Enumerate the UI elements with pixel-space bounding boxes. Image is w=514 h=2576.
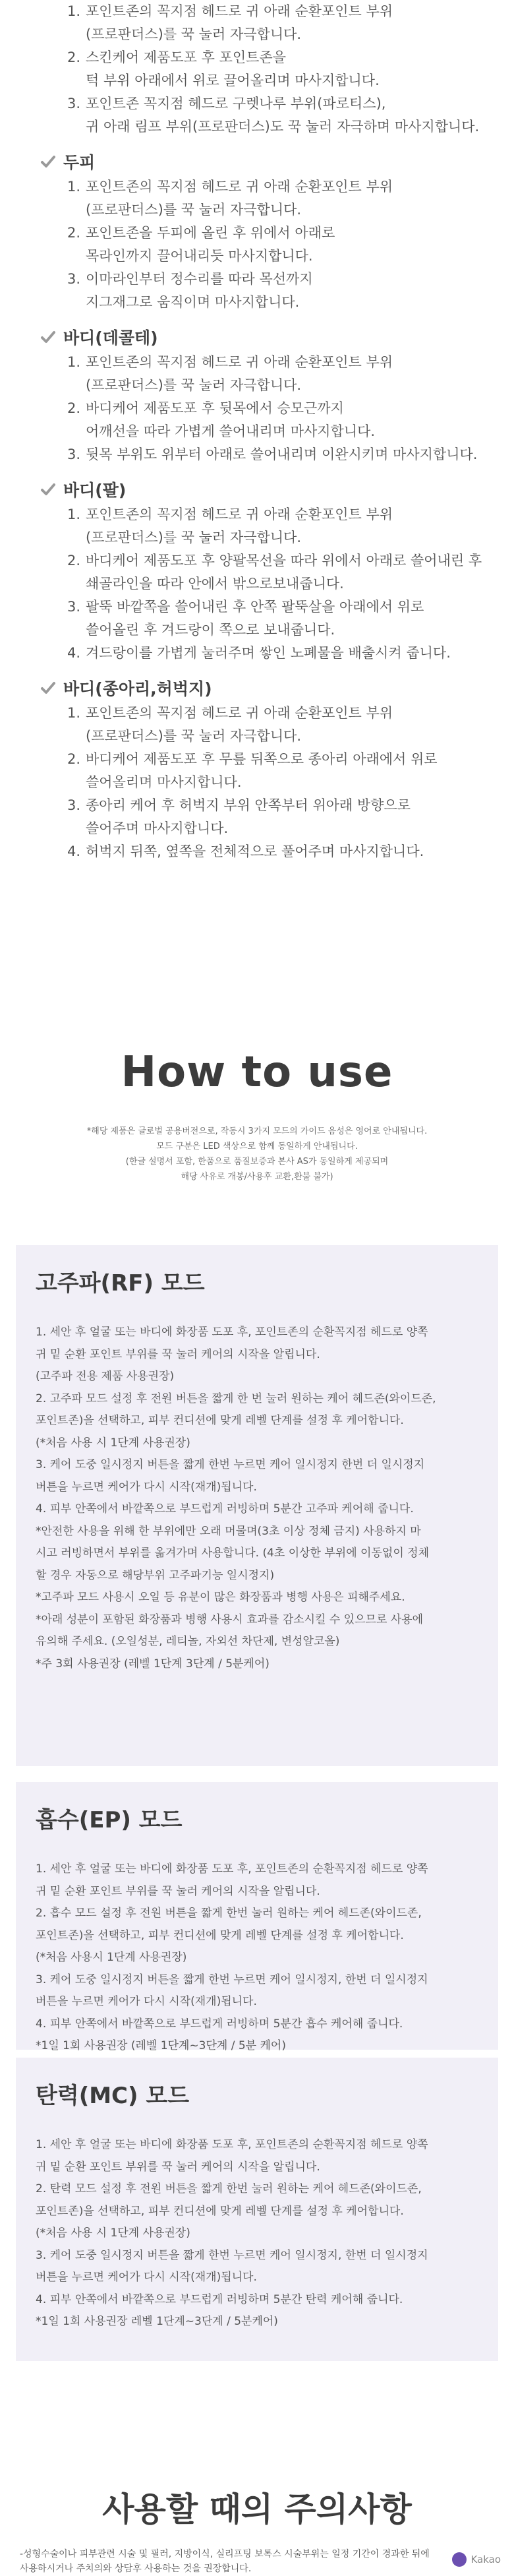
mode-line: 귀 밑 순환 포인트 부위를 꾹 눌러 케어의 시작을 알립니다. [36,1344,478,1366]
guide-step: 1. 포인트존의 꼭지점 헤드로 귀 아래 순환포인트 부위 (프로판더스)를 꾹 눌러 자극합니다. [67,0,514,46]
guide-step: 1. 포인트존의 꼭지점 헤드로 귀 아래 순환포인트 부위 (프로판더스)를 꾹 눌러 자극합니다. [67,702,514,748]
mode-line: *1일 1회 사용권장 레벨 1단계~3단계 / 5분케어) [36,2311,478,2333]
usage-notes [0,1124,514,1184]
mode-title: 탄력(MC) 모드 [36,2083,478,2109]
mode-box-mc [16,2058,498,2361]
mode-line: 1. 세안 후 얼굴 또는 바디에 화장품 도포 후, 포인트존의 순환꼭지점 헤드로 양쪽 [36,1858,478,1881]
mode-line: 할 경우 자동으로 해당부위 고주파기능 일시정지) [36,1565,478,1587]
watermark-logo-icon [452,2552,467,2567]
mode-line: 2. 고주파 모드 설정 후 전원 버튼을 짧게 한 번 눌러 원하는 케어 헤드존(와이드존, [36,1388,478,1411]
guide-step: 2. 스킨케어 제품도포 후 포인트존을 턱 부위 아래에서 위로 끌어올리며 마사지합니다. [67,46,514,92]
guide-step: 3. 뒷목 부위도 위부터 아래로 쓸어내리며 이완시키며 마사지합니다. [67,443,514,466]
caution-header [0,2490,514,2529]
guide-step: 3. 종아리 케어 후 허벅지 부위 안쪽부터 위아래 방향으로 쓸어주며 마사지합니다. [67,794,514,840]
check-icon [40,328,57,346]
section-title: 바디(종아리,허벅지) [63,676,212,700]
guide-section-arm [40,475,514,665]
guide-step: 1. 포인트존의 꼭지점 헤드로 귀 아래 순환포인트 부위 (프로판더스)를 꾹 눌러 자극합니다. [67,351,514,397]
caution-title: 사용할 때의 주의사항 [0,2490,514,2529]
guide-step: 2. 포인트존을 두피에 올린 후 위에서 아래로 목라인까지 끌어내리듯 마사지합니다. [67,222,514,268]
mode-box-ep [16,1782,498,2050]
mode-line: 1. 세안 후 얼굴 또는 바디에 화장품 도포 후, 포인트존의 순환꼭지점 헤드로 양쪽 [36,2134,478,2157]
how-to-use-header [0,1047,514,1184]
mode-line: 4. 피부 안쪽에서 바깥쪽으로 부드럽게 러빙하며 5분간 탄력 케어해 줍니다. [36,2289,478,2312]
mode-line: 귀 밑 순환 포인트 부위를 꾹 눌러 케어의 시작을 알립니다. [36,2157,478,2179]
guide-step: 2. 바디케어 제품도포 후 양팔목선을 따라 위에서 아래로 쓸어내린 후 쇄골라인을 따라 안에서 밖으로보내줍니다. [67,549,514,596]
section-title: 두피 [63,150,95,173]
mode-line: 4. 피부 안쪽에서 바깥쪽으로 부드럽게 러빙하며 5분간 고주파 케어해 줍니다. [36,1498,478,1521]
mode-line: *안전한 사용을 위해 한 부위에만 오래 머물며(3초 이상 정체 금지) 사용하지 마 [36,1521,478,1543]
watermark [452,2552,501,2567]
mode-line: 3. 케어 도중 일시정지 버튼을 짧게 한번 누르면 케어 일시정지 한번 더 일시정지 [36,1454,478,1477]
mode-line: 2. 흡수 모드 설정 후 전원 버튼을 짧게 한번 눌러 원하는 케어 헤드존(와이드존, [36,1903,478,1925]
guide-step: 2. 바디케어 제품도포 후 무릎 뒤쪽으로 종아리 아래에서 위로 쓸어올리며 마사지합니다. [67,748,514,794]
caution-list [0,2547,514,2576]
section-title: 바디(팔) [63,477,126,501]
mode-line: 유의해 주세요. (오일성분, 레티놀, 자외선 차단제, 변성알코올) [36,1631,478,1653]
mode-title: 고주파(RF) 모드 [36,1270,478,1297]
caution-line: -성형수술이나 피부관련 시술 및 필러, 지방이식, 실리프팅 보톡스 시술부위는 일정 기간이 경과한 뒤에 [0,2547,514,2561]
guide-step: 4. 허벅지 뒤쪽, 옆쪽을 전체적으로 풀어주며 마사지합니다. [67,840,514,863]
mode-line: 3. 케어 도중 일시정지 버튼을 짧게 한번 누르면 케어 일시정지, 한번 더 일시정지 [36,1969,478,1992]
guide-section-face [40,0,514,138]
usage-note: 모드 구분은 LED 색상으로 함께 동일하게 안내됩니다. [0,1139,514,1154]
mode-line: 버튼을 누르면 케어가 다시 시작(재개)됩니다. [36,1991,478,2013]
mode-line: 3. 케어 도중 일시정지 버튼을 짧게 한번 누르면 케어 일시정지, 한번 더 일시정지 [36,2245,478,2267]
mode-line: 포인트존)을 선택하고, 피부 컨디션에 맞게 레벨 단계를 설정 후 케어합니다. [36,1925,478,1947]
mode-line: *아래 성분이 포함된 화장품과 병행 사용시 효과를 감소시킬 수 있으므로 사용에 [36,1609,478,1632]
mode-line: 시고 러빙하면서 부위를 옮겨가며 사용합니다. (4초 이상한 부위에 이동없이 정체 [36,1543,478,1565]
guide-section-decollete [40,323,514,466]
mode-line: 1. 세안 후 얼굴 또는 바디에 화장품 도포 후, 포인트존의 순환꼭지점 헤드로 양쪽 [36,1322,478,1344]
check-icon [40,153,57,170]
usage-note: *해당 제품은 글로벌 공용버전으로, 작동시 3가지 모드의 가이드 음성은 영어로 안내됩니다. [0,1124,514,1139]
mode-line: 4. 피부 안쪽에서 바깥쪽으로 부드럽게 러빙하며 5분간 흡수 케어해 줍니다. [36,2013,478,2036]
mode-title: 흡수(EP) 모드 [36,1807,478,1833]
mode-line: 버튼을 누르면 케어가 다시 시작(재개)됩니다. [36,2267,478,2289]
mode-line: 귀 밑 순환 포인트 부위를 꾹 눌러 케어의 시작을 알립니다. [36,1881,478,1903]
mode-line: (*처음 사용시 1단계 사용권장) [36,1947,478,1969]
check-icon [40,679,57,696]
guide-section-leg [40,674,514,863]
mode-line: *1일 1회 사용권장 (레벨 1단계~3단계 / 5분 케어) [36,2035,478,2058]
how-to-use-title: How to use [0,1047,514,1097]
guide-step: 3. 포인트존 꼭지점 헤드로 구렛나루 부위(파로티스), 귀 아래 림프 부위(프로판더스)도 꾹 눌러 자극하며 마사지합니다. [67,92,514,138]
mode-line: 2. 탄력 모드 설정 후 전원 버튼을 짧게 한번 눌러 원하는 케어 헤드존(와이드존, [36,2178,478,2201]
watermark-text: Kakao [471,2554,501,2565]
guide-step: 1. 포인트존의 꼭지점 헤드로 귀 아래 순환포인트 부위 (프로판더스)를 꾹 눌러 자극합니다. [67,503,514,549]
usage-note: 해당 사유로 개봉/사용후 교환,환불 불가) [0,1169,514,1184]
mode-line: (고주파 전용 제품 사용권장) [36,1366,478,1388]
guide-section-scalp [40,148,514,314]
guide-step: 1. 포인트존의 꼭지점 헤드로 귀 아래 순환포인트 부위 (프로판더스)를 꾹 눌러 자극합니다. [67,175,514,222]
check-icon [40,481,57,498]
mode-line: 포인트존)을 선택하고, 피부 컨디션에 맞게 레벨 단계를 설정 후 케어합니다. [36,1410,478,1432]
mode-line: *주 3회 사용권장 (레벨 1단계 3단계 / 5분케어) [36,1653,478,1676]
mode-box-rf [16,1245,498,1766]
mode-line: (*처음 사용 시 1단계 사용권장) [36,1432,478,1455]
mode-line: *고주파 모드 사용시 오일 등 유분이 많은 화장품과 병행 사용은 피해주세요. [36,1587,478,1609]
caution-line: 사용하시거나 주치의와 상담후 사용하는 것을 권장합니다. [0,2561,514,2576]
guide-step: 3. 팔뚝 바깥쪽을 쓸어내린 후 안쪽 팔뚝살을 아래에서 위로 쓸어올린 후 겨드랑이 쪽으로 보내줍니다. [67,596,514,642]
usage-note: (한글 설명서 포함, 한품으로 품질보증과 본사 AS가 동일하게 제공되며 [0,1154,514,1169]
guide-step: 2. 바디케어 제품도포 후 뒷목에서 승모근까지 어깨선을 따라 가볍게 쓸어내리며 마사지합니다. [67,397,514,443]
guide-step: 3. 이마라인부터 정수리를 따라 목선까지 지그재그로 움직이며 마사지합니다. [67,268,514,314]
section-title: 바디(데콜테) [63,325,158,349]
guide-step: 4. 겨드랑이를 가볍게 눌러주며 쌓인 노폐물을 배출시켜 줍니다. [67,642,514,665]
mode-line: (*처음 사용 시 1단계 사용권장) [36,2223,478,2245]
mode-line: 포인트존)을 선택하고, 피부 컨디션에 맞게 레벨 단계를 설정 후 케어합니다. [36,2201,478,2223]
mode-line: 버튼을 누르면 케어가 다시 시작(재개)됩니다. [36,1477,478,1499]
massage-guide-steps [0,0,514,863]
